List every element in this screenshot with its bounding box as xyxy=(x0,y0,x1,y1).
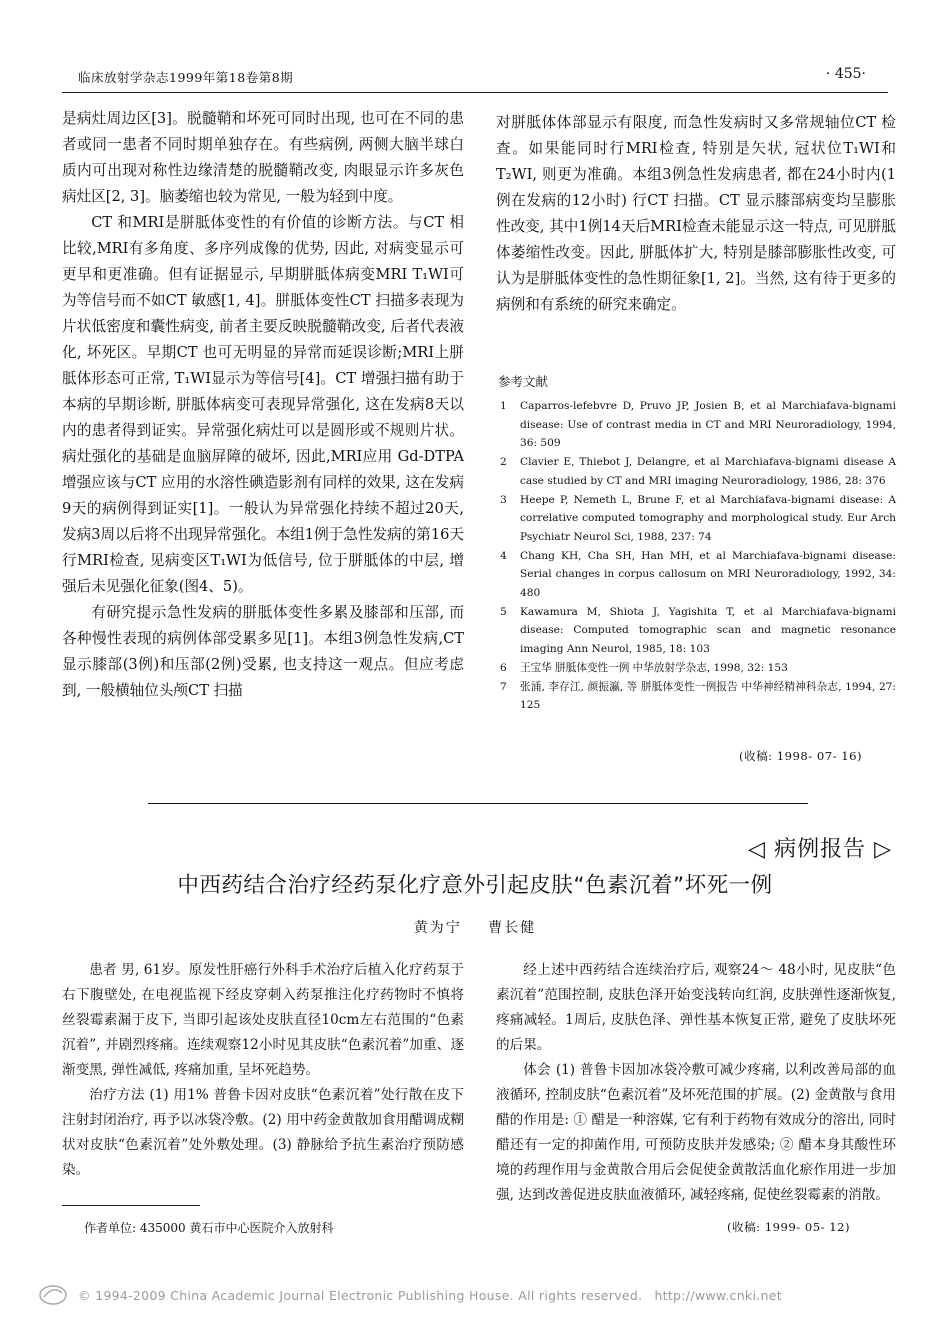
reference-item: 6 王宝华 胼胝体变性一例 中华放射学杂志, 1998, 32: 153 xyxy=(500,661,788,674)
reference-item: 7 张涌, 李存江, 颜振瀛, 等 胼胝体变性一例报告 中华神经精神科杂志, 1994, 27: 125 xyxy=(500,680,896,712)
footer-link[interactable]: http://www.cnki.net xyxy=(654,1287,782,1303)
page-number: · 455· xyxy=(825,66,866,82)
reference-item: 2 Clavier E, Thiebot J, Delangre, et al Marchiafava-bignami disease A case studied by CT and MRI imaging Neuroradiology, 1986, 28: 376 xyxy=(500,456,896,487)
author-name: 曹长健 xyxy=(488,920,537,936)
article-title: 中西药结合治疗经药泵化疗意外引起皮肤“色素沉着”坏死一例 xyxy=(177,873,773,898)
paragraph: 体会 (1) 普鲁卡因加冰袋冷敷可减少疼痛, 以利改善局部的血液循环, 控制皮肤“色素沉着”及坏死范围的扩展。(2) 金黄散与食用醋的作用是: ① 醋是一种溶媒, 它有利于药物有效成分的溶出, 同时醋还有一定的抑菌作用, 可预防皮肤并发感染; ② 醋本身其酸性环境的药理作用与金黄散合用后会促使金黄散活血化瘀作用进一步加强, 达到改善促进皮肤血液循环, 减轻疼痛, 促使丝裂霉素的消散。 xyxy=(496,1062,896,1203)
author-affiliation: 作者单位: 435000 黄石市中心医院介入放射科 xyxy=(84,1221,334,1235)
copyright-text: © 1994-2009 China Academic Journal Electronic Publishing House. All rights reserved. xyxy=(78,1287,643,1303)
paragraph: CT 和MRI是胼胝体变性的有价值的诊断方法。与CT 相比较,MRI有多角度、多序列成像的优势, 因此, 对病变显示可更早和更准确。但有证据显示, 早期胼胝体病变MRI T₁WI可为等信号而不如CT 敏感[1, 4]。胼胝体变性CT 扫描多表现为片状低密度和囊性病变, 前者主要反映脱髓鞘改变, 后者代表液化, 坏死区。早期CT 也可无明显的异常而延误诊断;MRI上胼胝体形态可正常, T₁WI显示为等信号[4]。CT 增强扫描有助于本病的早期诊断, 胼胝体病变可表现异常强化, 这在发病8天以内的患者得到证实。异常强化病灶可以是圆形或不规则片状。病灶强化的基础是血脑屏障的破坏, 因此,MRI应用 Gd-DTPA 增强应该与CT 应用的水溶性碘造影剂有同样的效果, 这在发病9天的病例得到证实[1]。一般认为异常强化持续不超过20天, 发病3周以后将不出现异常强化。本组1例于急性发病的第16天行MRI检查, 见病变区T₁WI为低信号, 位于胼胝体的中层, 增强后未见强化征象(图4、5)。 xyxy=(62,214,464,595)
section-divider xyxy=(148,803,808,804)
reference-item: 4 Chang KH, Cha SH, Han MH, et al Marchiafava-bignami disease: Serial changes in corpus callosum on MRI Neuroradiology, 1992, 34: 480 xyxy=(500,549,896,600)
reference-item: 3 Heepe P, Nemeth L, Brune F, et al Marchiafava-bignami disease: A correlative computed tomography and morphological study. Eur Arch Psychiatr Neurol Sci, 1988, 237: 74 xyxy=(500,493,896,543)
case-left-column xyxy=(62,958,464,1183)
received-date: (收稿: 1998- 07- 16) xyxy=(738,749,862,763)
references-heading: 参考文献 xyxy=(498,374,549,389)
publisher-logo-icon xyxy=(38,1283,68,1307)
section-tag: ◁ 病例报告 ▷ xyxy=(748,837,892,862)
right-column xyxy=(496,110,896,318)
paragraph: 有研究提示急性发病的胼胝体变性多累及膝部和压部, 而各种慢性表现的病例体部受累多见[1]。本组3例急性发病,CT 显示膝部(3例)和压部(2例)受累, 也支持这一观点。但应考虑到, 一般横轴位头颅CT 扫描 xyxy=(62,604,464,699)
reference-item: 5 Kawamura M, Shiota J, Yagishita T, et al Marchiafava-bignami disease: Computed tomographic scan and magnetic resonance imaging Ann Neurol, 1985, 18: 103 xyxy=(500,605,896,656)
footer xyxy=(38,1283,782,1307)
paragraph: 对胼胝体体部显示有限度, 而急性发病时又多常规轴位CT 检查。如果能同时行MRI检查, 特别是矢状, 冠状位T₁WI和T₂WI, 则更为准确。本组3例急性发病患者, 都在24小时内(1例在发病的12小时) 行CT 扫描。CT 显示膝部病变均呈膨胀性改变, 其中1例14天后MRI检查未能显示这一特点, 可见胼胝体萎缩性改变。因此, 胼胝体扩大, 特别是膝部膨胀性改变, 可认为是胼胝体变性的急性期征象[1, 2]。当然, 这有待于更多的病例和有系统的研究来确定。 xyxy=(496,114,896,313)
footnote-rule xyxy=(62,1205,200,1206)
authors xyxy=(0,917,950,937)
paragraph: 经上述中西药结合连续治疗后, 观察24～ 48小时, 见皮肤“色素沉着”范围控制, 皮肤色泽开始变浅转向红润, 皮肤弹性逐渐恢复, 疼痛减轻。1周后, 皮肤色泽、弹性基本恢复正常, 避免了皮肤坏死的后果。 xyxy=(496,962,896,1053)
references-list xyxy=(500,397,896,715)
journal-header: 临床放射学杂志1999年第18卷第8期 xyxy=(78,70,294,85)
left-column xyxy=(62,106,464,704)
received-date: (收稿: 1999- 05- 12) xyxy=(726,1220,850,1234)
author-name: 黄为宁 xyxy=(413,920,462,936)
paragraph: 是病灶周边区[3]。脱髓鞘和坏死可同时出现, 也可在不同的患者或同一患者不同时期单独存在。有些病例, 两侧大脑半球白质内可出现对称性边缘清楚的脱髓鞘改变, 肉眼显示许多灰色病灶区[2, 3]。脑萎缩也较为常见, 一般为轻到中度。 xyxy=(62,110,464,205)
paragraph: 患者 男, 61岁。原发性肝癌行外科手术治疗后植入化疗药泵于右下腹壁处, 在电视监视下经皮穿刺入药泵推注化疗药物时不慎将丝裂霉素漏于皮下, 当即引起该处皮肤直径10cm左右范围的“色素沉着”, 并剧烈疼痛。连续观察12小时见其皮肤“色素沉着”加重、逐渐变黑, 弹性减低, 疼痛加重, 呈坏死趋势。 xyxy=(62,962,464,1078)
case-right-column xyxy=(496,958,896,1208)
reference-item: 1 Caparros-lefebvre D, Pruvo JP, Josien B, et al Marchiafava-bignami disease: Use of contrast media in CT and MRI Neuroradiology, 1994, 36: 509 xyxy=(500,400,896,450)
header-rule xyxy=(62,92,888,93)
paragraph: 治疗方法 (1) 用1% 普鲁卡因对皮肤“色素沉着”处行散在皮下注射封闭治疗, 再予以冰袋冷敷。(2) 用中药金黄散加食用醋调成糊状对皮肤“色素沉着”处外敷处理。(3) 静脉给予抗生素治疗预防感染。 xyxy=(62,1087,464,1178)
